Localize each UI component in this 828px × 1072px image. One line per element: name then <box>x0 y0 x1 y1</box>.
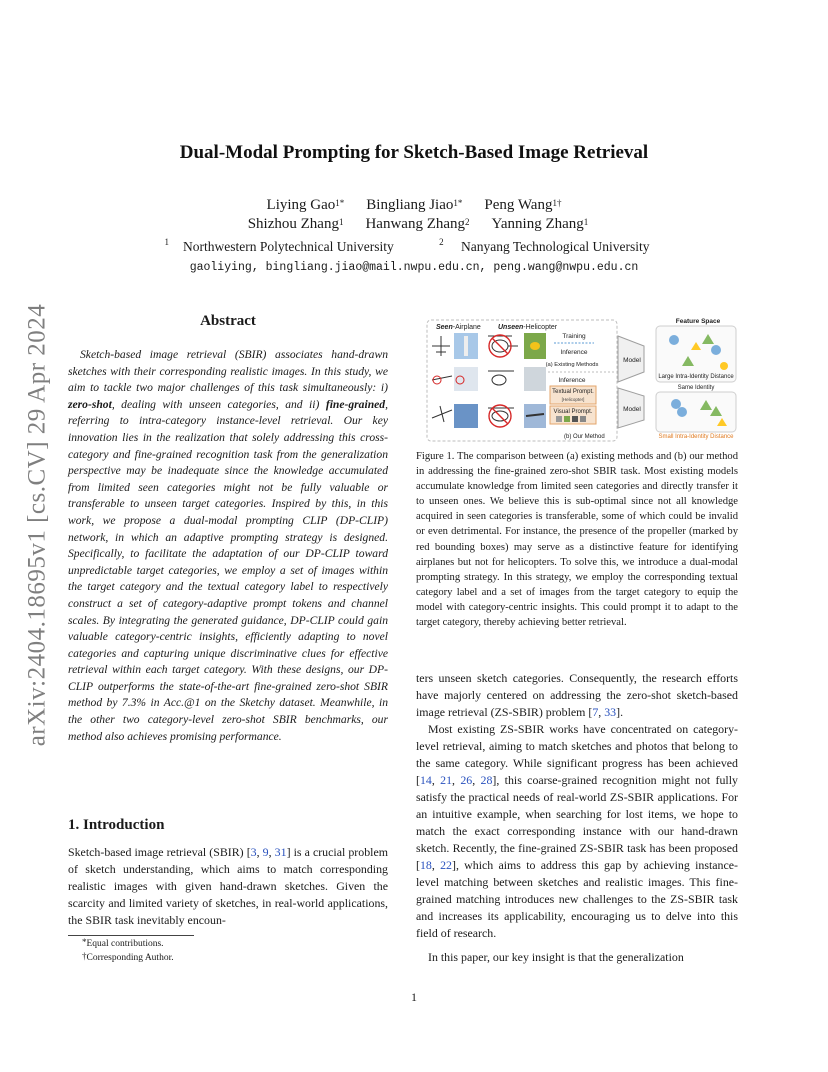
section-heading-introduction: 1. Introduction <box>68 817 165 833</box>
citation-link[interactable]: 33 <box>604 705 617 719</box>
citation-link[interactable]: 7 <box>592 705 599 719</box>
citation-link[interactable]: 3 <box>250 845 257 859</box>
author: Bingliang Jiao$^{1*}$ <box>366 197 463 213</box>
small-distance-label: Small Intra-Identity Distance <box>658 434 734 440</box>
unseen-label: Unseen-Helicopter <box>498 324 558 331</box>
citation-link[interactable]: 28 <box>480 773 493 787</box>
author: Shizhou Zhang$^1$ <box>247 216 344 232</box>
inference-label: Inference <box>560 349 588 356</box>
figure-1-diagram <box>426 314 738 444</box>
citation-link[interactable]: 21 <box>440 773 453 787</box>
our-method-label: (b) Our Method <box>564 434 605 440</box>
citation-link[interactable]: 31 <box>274 845 287 859</box>
helicopter-sketch-icon <box>488 371 514 385</box>
citation-link[interactable]: 18 <box>419 858 432 872</box>
abstract-heading: Abstract <box>200 313 256 329</box>
same-identity-label: Same Identity <box>677 385 715 391</box>
airplane-sketch-icon <box>432 406 452 422</box>
citation-link[interactable]: 22 <box>440 858 452 872</box>
author-list <box>0 196 828 234</box>
training-label: Training <box>562 333 586 340</box>
page-number: 1 <box>411 990 417 1004</box>
author: Liying Gao$^{1*}$ <box>266 197 345 213</box>
citation-link[interactable]: 9 <box>262 845 269 859</box>
author: Yanning Zhang$^1$ <box>491 216 589 232</box>
affiliation: $^2$ Nanyang Technological University <box>439 237 650 254</box>
airplane-photo <box>454 367 478 391</box>
large-distance-label: Large Intra-Identity Distance <box>658 374 734 380</box>
svg-text:Model: Model <box>623 406 641 413</box>
svg-text:Model: Model <box>623 357 641 364</box>
citation-link[interactable]: 26 <box>460 773 473 787</box>
airplane-sketch-icon <box>432 336 450 356</box>
footnote-rule <box>68 935 194 936</box>
body-paragraph: ters unseen sketch categories. Consequently, the research efforts have majorly centered on addressing the zero-shot sketch-based image retrieval (ZS-SBIR) problem [7, 33]. <box>416 671 738 719</box>
inference-label: Inference <box>558 377 586 384</box>
arxiv-sidebar-stamp: arXiv:2404.18695v1 [cs.CV] 29 Apr 2024 <box>23 303 51 747</box>
author-emails: gaoliying, bingliang.jiao@mail.nwpu.edu.cn, peng.wang@nwpu.edu.cn <box>189 261 639 274</box>
body-paragraph: In this paper, our key insight is that the generalization <box>428 950 684 964</box>
author: Hanwang Zhang$^2$ <box>365 216 470 232</box>
citation-link[interactable]: 14 <box>419 773 432 787</box>
helicopter-photo <box>524 367 546 391</box>
affiliations <box>0 239 828 255</box>
paper-title: Dual-Modal Prompting for Sketch-Based Image Retrieval <box>179 142 649 163</box>
footnote-equal-contribution: *Equal contributions. <box>82 937 164 949</box>
figure-1-caption: Figure 1. The comparison between (a) existing methods and (b) our method in addressing the fine-grained zero-shot SBIR task. Most existing models accumulate knowledge from limited seen categories and directly transfer it to unseen ones. We believe this is sub-optimal since not all knowledge acquired in seen categories is transferable, some of which could be invalid or even detrimental. For instance, the presence of the propeller (marked by red bounding boxes) may serve as a distinctive feature for identifying airplanes but not for helicopters. To solve this, we introduce a dual-modal prompting strategy. In this strategy, we employ the corresponding textual category label and a set of images from the target category to equip the model with category-centric insights. This could prompt it to adapt to the target category, thereby achieving better retrieval. <box>416 451 738 629</box>
abstract-body: Sketch-based image retrieval (SBIR) associates hand-drawn sketches with their corresponding realistic images. In this study, we aim to tackle two major challenges of this task simultaneously: i) zero-shot, dealing with unseen categories, and ii) fine-grained, referring to intra-category instance-level retrieval. Our key innovation lies in the realization that solely addressing this cross-category and fine-grained recognition task from the generalization perspective may be inadequate since the knowledge accumulated from limited seen categories might not be fully valuable or transferable to unseen target categories. Inspired by this, in this work, we propose a dual-modal prompting CLIP (DP-CLIP) network, in which an adaptive prompting strategy is designed. Specifically, to facilitate the adaptation of our DP-CLIP toward unpredictable target categories, we employ a set of images within the target category and the textual category label to respectively construct a set of category-adaptive prompt tokens and channel scales. By integrating the generated guidance, DP-CLIP could gain valuable category-centric insights, efficiently adapting to novel categories and capturing unique discriminative clues for effective retrieval within each target category. With these designs, our DP-CLIP outperforms the state-of-the-art fine-grained zero-shot SBIR method by 7.3% in Acc.@1 on the Sketchy dataset. Meanwhile, in the other two category-level zero-shot SBIR benchmarks, our method also achieves promising performance. <box>68 348 388 743</box>
svg-text:Textual Prompt.: Textual Prompt. <box>552 389 594 395</box>
footnote-corresponding-author: †Corresponding Author. <box>82 951 174 963</box>
intro-paragraph: Sketch-based image retrieval (SBIR) [3, 9, 31] is a crucial problem of sketch understanding, which aims to match corresponding realistic images with given hand-drawn sketches. Given the scarcity and limited variety of sketches, in real-world applications, the SBIR task inevitably encoun- <box>68 845 388 927</box>
svg-text:[Helicopter]: [Helicopter] <box>561 397 585 402</box>
svg-text:Visual Prompt.: Visual Prompt. <box>553 409 593 415</box>
affiliation: $^1$ Northwestern Polytechnical University <box>164 237 394 254</box>
author: Peng Wang$^{1\dagger}$ <box>484 197 562 213</box>
seen-label: Seen-Airplane <box>436 324 481 331</box>
airplane-sketch-icon <box>432 376 452 384</box>
body-paragraph: Most existing ZS-SBIR works have concentrated on category-level retrieval, aiming to match sketches and photos that belong to the same category. While significant progress has been achieved [14, 21, 26, 28], this coarse-grained recognition might not fully satisfy the practical needs of real-world ZS-SBIR applications. For an intuitive example, when searching for lost items, we hope to match the exact corresponding instance with our hand-drawn sketch. Recently, the fine-grained ZS-SBIR task has been proposed [18, 22], which aims to address this gap by achieving instance-level matching between sketches and realistic images. This fine-grained matching introduces new challenges to the ZS-SBIR task and increases its applicability, encouraging us to delve into this field of research. <box>416 722 738 940</box>
existing-methods-label: (a) Existing Methods <box>545 362 599 368</box>
feature-space-label: Feature Space <box>675 318 721 325</box>
airplane-photo <box>454 404 478 428</box>
